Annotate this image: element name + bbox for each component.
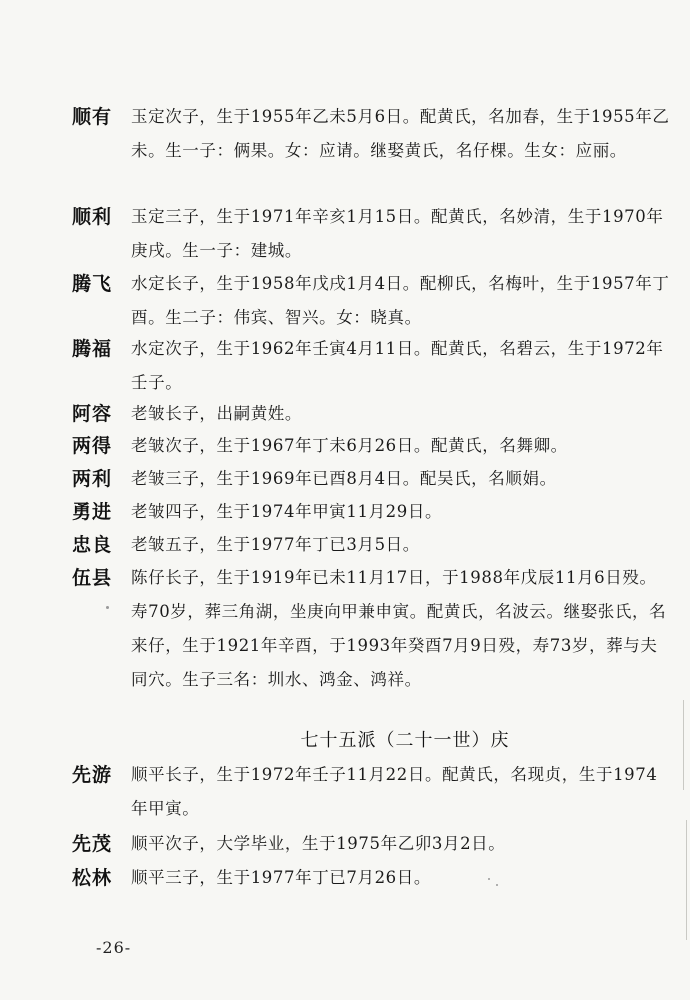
entry-text: 老皱长子，出嗣黄姓。 — [131, 404, 302, 423]
entry-name: 腾福 — [72, 338, 113, 360]
entry-name: 先茂 — [72, 833, 113, 855]
entry-text: 老皱五子，生于1977年丁已3月5日。 — [131, 535, 420, 554]
entry-text: 老皱四子，生于1974年甲寅11月29日。 — [131, 502, 443, 521]
entry-text: 水定长子，生于1958年戊戌1月4日。配柳氏，名梅叶，生于1957年丁酉。生二子：伟宾、智兴。女：晓真。 — [131, 274, 670, 327]
entry-name: 顺有 — [72, 106, 113, 128]
scan-speck — [488, 878, 490, 880]
entry-name: 忠良 — [72, 534, 113, 556]
entry-name: 两利 — [72, 468, 113, 490]
entry-text: 玉定三子，生于1971年辛亥1月15日。配黄氏，名妙清，生于1970年庚戌。生一子：建城。 — [131, 207, 664, 260]
entry-name: 顺利 — [72, 206, 113, 228]
entry-text: 顺平三子，生于1977年丁已7月26日。 — [131, 868, 431, 887]
entry-text: 水定次子，生于1962年壬寅4月11日。配黄氏，名碧云，生于1972年壬子。 — [131, 339, 664, 392]
entry-name: 伍县 — [72, 567, 113, 589]
entry-name: 松林 — [72, 867, 113, 889]
entry-name: 先游 — [72, 764, 113, 786]
entry-text: 老皱次子，生于1967年丁未6月26日。配黄氏，名舞卿。 — [131, 436, 568, 455]
section-heading: 七十五派（二十一世）庆 — [300, 730, 510, 751]
page-number: -26- — [96, 938, 132, 957]
entry-text: 顺平次子，大学毕业，生于1975年乙卯3月2日。 — [131, 834, 506, 853]
entry-name: 两得 — [72, 435, 113, 457]
scan-speck — [496, 884, 498, 886]
entry-text: 顺平长子，生于1972年壬子11月22日。配黄氏，名现贞，生于1974年甲寅。 — [131, 765, 658, 818]
entry-name: 勇进 — [72, 501, 113, 523]
scan-speck — [106, 606, 109, 609]
scan-edge-mark — [686, 820, 687, 940]
scan-edge-mark — [683, 700, 684, 790]
entry-text: 陈仔长子，生于1919年已未11月17日，于1988年戊辰11月6日殁。寿70岁，葬三角湖，坐庚向甲兼申寅。配黄氏，名波云。继娶张氏，名来仔，生于1921年辛酉，于1993年癸酉7月9日殁，寿73岁，葬与夫同穴。生子三名：圳水、鸿金、鸿祥。 — [131, 568, 667, 689]
entry-name: 腾飞 — [72, 273, 113, 295]
entry-name: 阿容 — [72, 403, 113, 425]
entry-text: 老皱三子，生于1969年已酉8月4日。配吴氏，名顺娟。 — [131, 469, 557, 488]
entry-text: 玉定次子，生于1955年乙未5月6日。配黄氏，名加春，生于1955年乙未。生一子：俩果。女：应请。继娶黄氏，名仔棵。生女：应丽。 — [131, 107, 670, 160]
